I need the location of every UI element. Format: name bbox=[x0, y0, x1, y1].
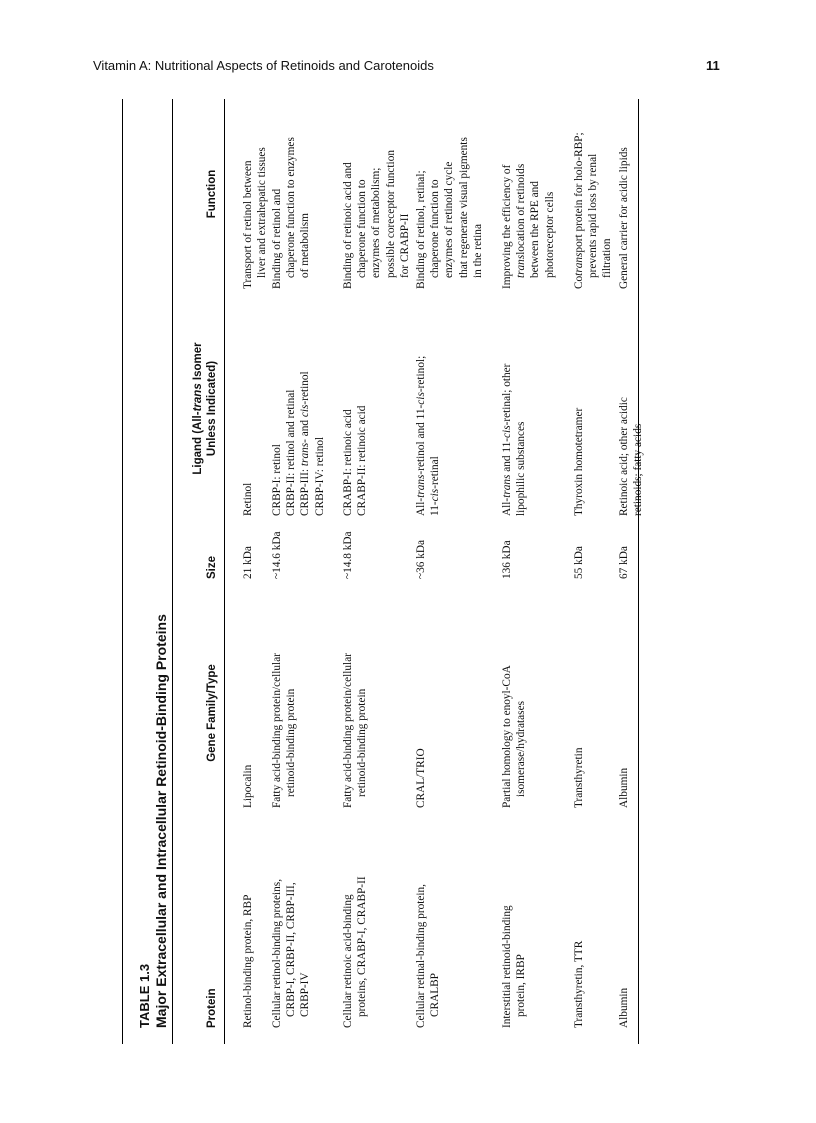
table-title: Major Extracellular and Intracellular Retinoid-Binding Proteins bbox=[153, 614, 169, 1028]
cell-size bbox=[241, 546, 255, 579]
cell-line: chaperone function to bbox=[429, 179, 442, 278]
cell-ligand bbox=[241, 483, 255, 516]
header-protein: Protein bbox=[206, 988, 218, 1028]
cell-line: CRABP-II: retinoic acid bbox=[356, 405, 369, 516]
cell-line: ~14.6 kDa bbox=[271, 531, 283, 579]
cell-line: that regenerate visual pigments bbox=[457, 137, 470, 278]
cell-size bbox=[617, 546, 631, 579]
cell-line: Improving the efficiency of bbox=[501, 164, 513, 289]
table-1-3 bbox=[122, 99, 645, 1044]
cell-size bbox=[500, 540, 514, 579]
cell-gene-family bbox=[241, 765, 255, 808]
cell-function bbox=[414, 137, 485, 289]
cell-line: 136 kDa bbox=[501, 540, 513, 579]
cell-line: CRBP-I, CRBP-II, CRBP-III, bbox=[285, 882, 298, 1017]
cell-line: CRAL/TRIO bbox=[415, 748, 427, 808]
cell-function bbox=[341, 150, 412, 289]
cell-line: photoreceptor cells bbox=[543, 191, 556, 278]
cell-gene-family bbox=[500, 665, 528, 808]
cell-line: 67 kDa bbox=[618, 546, 630, 579]
cell-line: between the RPE and bbox=[529, 181, 542, 278]
cell-line: 11-cis-retinal bbox=[429, 456, 442, 516]
cell-line: chaperone function to enzymes bbox=[285, 137, 298, 278]
cell-ligand bbox=[500, 364, 528, 516]
cell-line: All-trans and 11-cis-retinal; other bbox=[501, 363, 513, 516]
cell-line: Retinoic acid; other acidic bbox=[618, 397, 630, 516]
cell-line: Binding of retinoic acid and bbox=[342, 162, 354, 289]
cell-gene-family bbox=[414, 748, 428, 808]
cell-protein bbox=[241, 895, 255, 1028]
header-gene-family: Gene Family/Type bbox=[206, 664, 218, 762]
cell-line: enzymes of retinoid cycle bbox=[443, 161, 456, 278]
cell-line: 21 kDa bbox=[242, 546, 254, 579]
cell-line: CRBP-IV: retinol bbox=[313, 436, 326, 516]
header-ligand-line1: Ligand (All-trans Isomer bbox=[192, 342, 204, 475]
table-header-rule bbox=[224, 99, 225, 1044]
cell-line: liver and extrahepatic tissues bbox=[256, 147, 269, 278]
cell-function bbox=[572, 132, 615, 289]
cell-gene-family bbox=[617, 768, 631, 808]
cell-line: Cellular retinal-binding protein, bbox=[415, 884, 427, 1028]
cell-line: retinoid-binding protein bbox=[285, 688, 298, 797]
cell-line: All-trans-retinol and 11-cis-retinol; bbox=[415, 355, 427, 516]
cell-line: lipophilic substances bbox=[515, 421, 528, 516]
cell-protein bbox=[500, 905, 528, 1028]
cell-line: Binding of retinol, retinal; bbox=[415, 170, 427, 289]
cell-size bbox=[270, 531, 284, 579]
cell-line: Cotransport protein for holo-RBP; bbox=[573, 132, 585, 289]
cell-line: CRBP-IV bbox=[299, 972, 312, 1017]
cell-line: Cellular retinoic acid-binding bbox=[342, 894, 354, 1028]
cell-line: Binding of retinol and bbox=[271, 188, 283, 289]
cell-line: retinoids; fatty acids bbox=[632, 423, 645, 516]
cell-line: CRABP-I: retinoic acid bbox=[342, 409, 354, 516]
cell-line: ~36 kDa bbox=[415, 539, 427, 579]
cell-protein bbox=[572, 941, 586, 1028]
table-top-rule bbox=[122, 99, 123, 1044]
cell-line: CRALBP bbox=[429, 973, 442, 1017]
cell-line: enzymes of metabolism; bbox=[370, 167, 383, 278]
cell-size bbox=[414, 540, 428, 579]
cell-line: ~14.8 kDa bbox=[342, 531, 354, 579]
page-number: 11 bbox=[706, 58, 720, 73]
cell-line: chaperone function to bbox=[356, 179, 369, 278]
cell-line: CRBP-II: retinol and retinal bbox=[285, 389, 298, 516]
cell-line: for CRABP-II bbox=[398, 213, 411, 278]
cell-line: filtration bbox=[601, 238, 614, 278]
cell-ligand bbox=[572, 408, 586, 516]
cell-size bbox=[572, 546, 586, 579]
cell-line: Thyroxin homotetramer bbox=[573, 407, 585, 516]
cell-line: CRBP-I: retinol bbox=[271, 444, 283, 516]
cell-line: Transport of retinol between bbox=[242, 160, 254, 289]
cell-function bbox=[617, 147, 631, 289]
table-label: TABLE 1.3 bbox=[137, 963, 152, 1028]
cell-line: translocation of retinoids bbox=[515, 163, 528, 278]
cell-line: in the retina bbox=[471, 224, 484, 278]
header-ligand bbox=[191, 301, 219, 516]
cell-line: Fatty acid-binding protein/cellular bbox=[342, 653, 354, 808]
cell-line: Lipocalin bbox=[242, 764, 254, 808]
header-size: Size bbox=[206, 555, 218, 579]
cell-gene-family bbox=[341, 653, 369, 808]
cell-function bbox=[270, 137, 313, 289]
cell-line: Fatty acid-binding protein/cellular bbox=[271, 653, 283, 808]
cell-function bbox=[241, 147, 269, 289]
cell-line: Retinol-binding protein, RBP bbox=[242, 894, 254, 1028]
cell-line: proteins, CRABP-I, CRABP-II bbox=[356, 876, 369, 1017]
cell-ligand bbox=[414, 356, 442, 516]
cell-protein bbox=[414, 884, 442, 1028]
cell-line: protein, IRBP bbox=[515, 954, 528, 1017]
cell-function bbox=[500, 164, 557, 289]
cell-line: prevents rapid loss by renal bbox=[587, 153, 600, 278]
cell-line: Interstitial retinoid-binding bbox=[501, 905, 513, 1028]
header-ligand-line2: Unless Indicated) bbox=[206, 360, 218, 457]
cell-line: Transthyretin bbox=[573, 747, 585, 808]
cell-line: CRBP-III: trans- and cis-retinol bbox=[299, 371, 312, 516]
cell-line: Retinol bbox=[242, 482, 254, 516]
cell-protein bbox=[270, 879, 313, 1028]
table-title-rule bbox=[172, 99, 173, 1044]
cell-line: isomerase/hydratases bbox=[515, 701, 528, 797]
cell-protein bbox=[617, 988, 631, 1028]
cell-protein bbox=[341, 876, 369, 1028]
cell-gene-family bbox=[572, 748, 586, 808]
cell-line: Albumin bbox=[618, 987, 630, 1028]
cell-size bbox=[341, 531, 355, 579]
cell-line: possible coreceptor function bbox=[384, 150, 397, 278]
cell-line: Transthyretin, TTR bbox=[573, 940, 585, 1028]
running-header: Vitamin A: Nutritional Aspects of Retinoids and Carotenoids bbox=[93, 58, 434, 73]
cell-line: 55 kDa bbox=[573, 546, 585, 579]
cell-line: Cellular retinol-binding proteins, bbox=[271, 878, 283, 1028]
table-bottom-rule bbox=[638, 99, 639, 1044]
header-function: Function bbox=[206, 169, 218, 219]
cell-line: Partial homology to enoyl-CoA bbox=[501, 665, 513, 808]
cell-gene-family bbox=[270, 653, 298, 808]
cell-line: retinoid-binding protein bbox=[356, 688, 369, 797]
cell-ligand bbox=[617, 397, 645, 516]
cell-ligand bbox=[341, 406, 369, 516]
cell-line: General carrier for acidic lipids bbox=[618, 147, 630, 289]
cell-ligand bbox=[270, 371, 327, 516]
cell-line: Albumin bbox=[618, 767, 630, 808]
cell-line: of metabolism bbox=[299, 213, 312, 278]
